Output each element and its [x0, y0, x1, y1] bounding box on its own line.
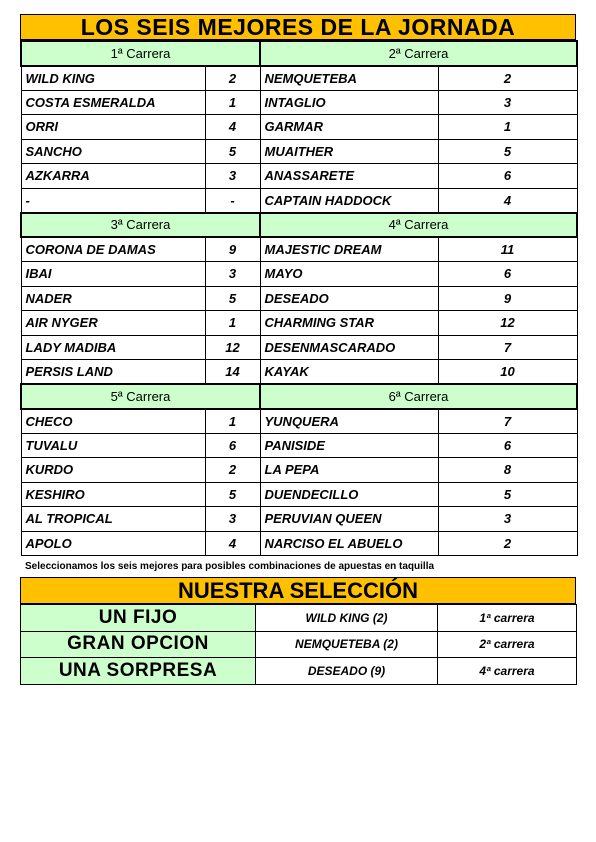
- selection-horse: WILD KING (2): [256, 605, 438, 632]
- horse-name: DESENMASCARADO: [260, 335, 438, 360]
- selection-row: [21, 631, 577, 658]
- horse-number: 2: [438, 531, 577, 556]
- horse-number: 9: [205, 237, 260, 262]
- horse-number: -: [205, 188, 260, 213]
- table-row: [21, 335, 577, 360]
- horse-name: ANASSARETE: [260, 164, 438, 189]
- horse-name: LA PEPA: [260, 458, 438, 483]
- horse-number: 1: [205, 311, 260, 336]
- horse-name: MUAITHER: [260, 139, 438, 164]
- horse-name: LADY MADIBA: [21, 335, 205, 360]
- selection-label: UNA SORPRESA: [21, 658, 256, 685]
- race-header: 3ª Carrera: [21, 213, 260, 238]
- horse-number: 1: [205, 409, 260, 434]
- race-header: 1ª Carrera: [21, 41, 260, 66]
- horse-name: AL TROPICAL: [21, 507, 205, 532]
- horse-number: 6: [438, 164, 577, 189]
- table-row: [21, 164, 577, 189]
- horse-number: 12: [438, 311, 577, 336]
- horse-number: 7: [438, 409, 577, 434]
- horse-name: CORONA DE DAMAS: [21, 237, 205, 262]
- horse-number: 2: [438, 66, 577, 91]
- horse-name: -: [21, 188, 205, 213]
- horse-number: 6: [438, 262, 577, 287]
- table-row: [21, 115, 577, 140]
- horse-name: IBAI: [21, 262, 205, 287]
- horse-name: WILD KING: [21, 66, 205, 91]
- horse-number: 3: [205, 164, 260, 189]
- table-row: [21, 139, 577, 164]
- table-row: [21, 66, 577, 91]
- horse-name: CHECO: [21, 409, 205, 434]
- horse-number: 2: [205, 458, 260, 483]
- page-title: LOS SEIS MEJORES DE LA JORNADA: [20, 14, 576, 40]
- selection-horse: NEMQUETEBA (2): [256, 631, 438, 658]
- horse-number: 5: [205, 286, 260, 311]
- table-row: [21, 433, 577, 458]
- horse-number: 4: [205, 531, 260, 556]
- race-header: 6ª Carrera: [260, 384, 577, 409]
- horse-name: DUENDECILLO: [260, 482, 438, 507]
- horse-name: NADER: [21, 286, 205, 311]
- table-row: [21, 262, 577, 287]
- horse-number: 4: [438, 188, 577, 213]
- horse-number: 9: [438, 286, 577, 311]
- selection-row: [21, 605, 577, 632]
- horse-number: 6: [205, 433, 260, 458]
- horse-number: 5: [205, 139, 260, 164]
- race-header-row: [21, 384, 577, 409]
- race-header: 5ª Carrera: [21, 384, 260, 409]
- table-row: [21, 188, 577, 213]
- table-row: [21, 90, 577, 115]
- horse-name: KURDO: [21, 458, 205, 483]
- horse-name: NARCISO EL ABUELO: [260, 531, 438, 556]
- selection-horse: DESEADO (9): [256, 658, 438, 685]
- horse-name: SANCHO: [21, 139, 205, 164]
- horse-number: 1: [205, 90, 260, 115]
- horse-number: 3: [438, 90, 577, 115]
- selection-race: 2ª carrera: [438, 631, 577, 658]
- horse-number: 5: [438, 482, 577, 507]
- horse-number: 2: [205, 66, 260, 91]
- horse-name: MAYO: [260, 262, 438, 287]
- table-row: [21, 507, 577, 532]
- selection-race: 1ª carrera: [438, 605, 577, 632]
- horse-name: CAPTAIN HADDOCK: [260, 188, 438, 213]
- horse-number: 8: [438, 458, 577, 483]
- selection-row: [21, 658, 577, 685]
- table-row: [21, 360, 577, 385]
- selection-label: GRAN OPCION: [21, 631, 256, 658]
- race-header-row: [21, 213, 577, 238]
- horse-name: AIR NYGER: [21, 311, 205, 336]
- horse-name: YUNQUERA: [260, 409, 438, 434]
- horse-name: KAYAK: [260, 360, 438, 385]
- table-row: [21, 237, 577, 262]
- horse-number: 3: [205, 262, 260, 287]
- horse-name: APOLO: [21, 531, 205, 556]
- horse-number: 7: [438, 335, 577, 360]
- race-header: 2ª Carrera: [260, 41, 577, 66]
- table-row: [21, 409, 577, 434]
- horse-number: 1: [438, 115, 577, 140]
- horse-number: 6: [438, 433, 577, 458]
- race-header: 4ª Carrera: [260, 213, 577, 238]
- table-row: [21, 458, 577, 483]
- note-text: Seleccionamos los seis mejores para posibles combinaciones de apuestas en taquilla: [25, 561, 435, 572]
- horse-name: TUVALU: [21, 433, 205, 458]
- table-row: [21, 286, 577, 311]
- table-row: [21, 531, 577, 556]
- horse-number: 5: [438, 139, 577, 164]
- race-sheet: [20, 14, 576, 685]
- horse-number: 3: [438, 507, 577, 532]
- horse-number: 12: [205, 335, 260, 360]
- horse-name: NEMQUETEBA: [260, 66, 438, 91]
- horse-name: PANISIDE: [260, 433, 438, 458]
- horse-number: 5: [205, 482, 260, 507]
- horse-name: CHARMING STAR: [260, 311, 438, 336]
- selection-race: 4ª carrera: [438, 658, 577, 685]
- horse-name: AZKARRA: [21, 164, 205, 189]
- horse-name: INTAGLIO: [260, 90, 438, 115]
- horse-number: 14: [205, 360, 260, 385]
- table-row: [21, 311, 577, 336]
- horse-name: MAJESTIC DREAM: [260, 237, 438, 262]
- table-row: [21, 482, 577, 507]
- horse-name: ORRI: [21, 115, 205, 140]
- horse-name: COSTA ESMERALDA: [21, 90, 205, 115]
- races-table: [20, 40, 578, 556]
- selection-title: NUESTRA SELECCIÓN: [20, 577, 576, 604]
- selection-label: UN FIJO: [21, 605, 256, 632]
- horse-number: 10: [438, 360, 577, 385]
- horse-name: GARMAR: [260, 115, 438, 140]
- horse-number: 3: [205, 507, 260, 532]
- horse-number: 11: [438, 237, 577, 262]
- horse-name: PERUVIAN QUEEN: [260, 507, 438, 532]
- horse-name: KESHIRO: [21, 482, 205, 507]
- horse-name: PERSIS LAND: [21, 360, 205, 385]
- horse-number: 4: [205, 115, 260, 140]
- horse-name: DESEADO: [260, 286, 438, 311]
- race-header-row: [21, 41, 577, 66]
- selection-table: [20, 604, 577, 685]
